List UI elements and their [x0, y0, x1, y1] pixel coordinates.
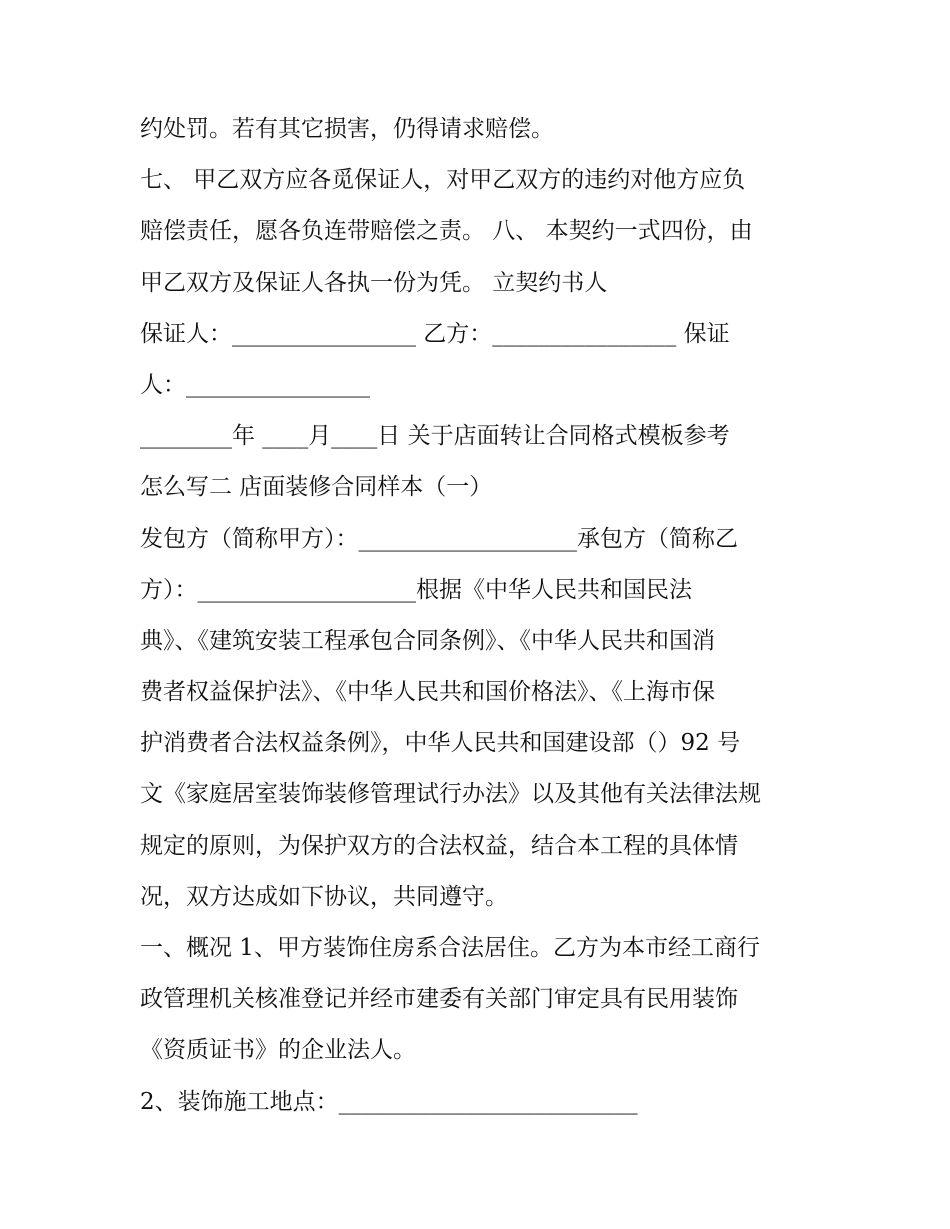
text-line: 怎么写二 店面装修合同样本（一） — [140, 474, 493, 501]
text-line: 七、 甲乙双方应各觅保证人，对甲乙双方的违约对他方应负 — [140, 167, 746, 194]
text-line: 《资质证书》的企业法人。 — [140, 1037, 416, 1064]
text-line: 文《家庭居室装饰装修管理试行办法》以及其他有关法律法规 — [140, 781, 761, 808]
text-line: ________年 ____月____日 关于店面转让合同格式模板参考 — [140, 423, 730, 450]
text-line: 方）：___________________根据《中华人民共和国民法 — [140, 576, 692, 603]
text-line: 典》、《建筑安装工程承包合同条例》、《中华人民共和国消 — [140, 627, 715, 654]
text-line: 况，双方达成如下协议，共同遵守。 — [140, 883, 508, 910]
text-line: 规定的原则，为保护双方的合法权益，结合本工程的具体情 — [140, 832, 738, 859]
text-line: 护消费者合法权益条例》，中华人民共和国建设部（）92 号 — [140, 730, 741, 757]
text-line: 约处罚。若有其它损害，仍得请求赔偿。 — [140, 116, 554, 142]
text-line: 2、装饰施工地点：__________________________ — [140, 1088, 638, 1115]
text-line: 保证人：________________ 乙方：________________ 保证 — [140, 320, 730, 347]
text-line: 一、概况 1、甲方装饰住房系合法居住。乙方为本市经工商行 — [140, 935, 760, 961]
text-line: 费者权益保护法》、《中华人民共和国价格法》、《上海市保 — [140, 679, 715, 706]
text-line: 政管理机关核准登记并经市建委有关部门审定具有民用装饰 — [140, 986, 738, 1013]
text-line: 甲乙双方及保证人各执一份为凭。 立契约书人 — [140, 269, 608, 296]
text-line: 赔偿责任，愿各负连带赔偿之责。 八、 本契约一式四份，由 — [140, 218, 753, 245]
document-body — [140, 104, 820, 1128]
text-line: 发包方（简称甲方）：___________________承包方（简称乙 — [140, 525, 738, 552]
text-line: 人：________________ — [140, 371, 370, 398]
